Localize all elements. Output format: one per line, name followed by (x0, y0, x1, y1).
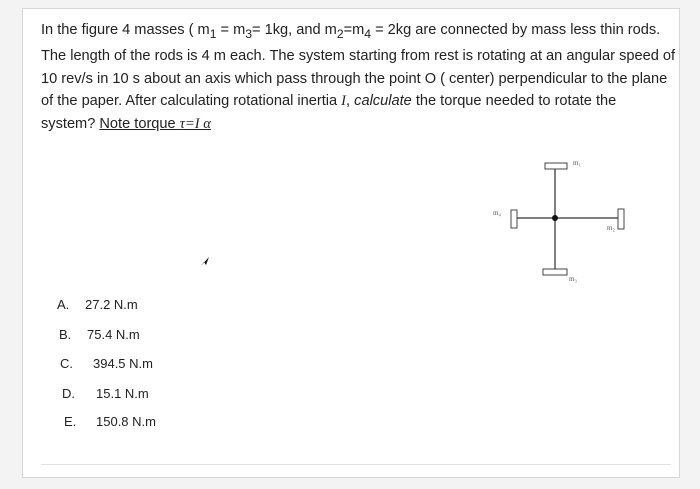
option-letter: C. (60, 356, 73, 371)
question-line-2: The length of the rods is 4 m each. The system starting from rest is rotating at an angular speed of (41, 48, 676, 65)
question-fragment: , (346, 93, 355, 110)
answer-option-b[interactable] (59, 327, 140, 342)
question-fragment-italic: calculate (354, 93, 412, 110)
option-letter: E. (64, 414, 77, 429)
answer-option-a[interactable] (57, 297, 138, 312)
torque-formula: τ=I α (179, 115, 211, 132)
question-line-3: 10 rev/s in 10 s about an axis which pass through the point O ( center) perpendicular to the plane (41, 70, 668, 87)
question-fragment: system? (41, 115, 100, 132)
subscript: 3 (245, 26, 253, 41)
subscript: 1 (209, 26, 217, 41)
question-fragment: = 1kg, and m (252, 22, 337, 38)
divider (41, 464, 671, 465)
label-m4: m₄ (493, 209, 501, 217)
question-card (22, 8, 680, 478)
question-fragment: =m (343, 22, 365, 38)
question-text (41, 19, 676, 135)
subscript: 4 (364, 26, 372, 41)
question-fragment: = m (216, 22, 246, 38)
option-text: 75.4 N.m (87, 327, 140, 342)
mass-m1 (545, 163, 567, 169)
question-line-5 (41, 113, 671, 136)
mass-m2 (618, 209, 624, 229)
masses-diagram (487, 157, 657, 287)
label-m3: m₃ (569, 275, 577, 283)
option-letter: D. (62, 386, 75, 401)
question-fragment: of the paper. After calculating rotational inertia (41, 93, 342, 110)
option-text: 15.1 N.m (96, 386, 149, 401)
note-label: Note torque (99, 115, 180, 132)
mouse-cursor-icon (199, 255, 211, 269)
question-line-1 (41, 19, 671, 45)
answer-option-e[interactable] (64, 414, 156, 429)
option-text: 27.2 N.m (85, 297, 138, 312)
option-text: 394.5 N.m (93, 356, 153, 371)
question-line-4 (41, 90, 671, 113)
mass-m3 (543, 269, 567, 275)
center-point-o (552, 215, 558, 221)
question-fragment: In the figure 4 masses ( m (41, 22, 210, 38)
option-text: 150.8 N.m (96, 414, 156, 429)
option-letter: A. (57, 297, 70, 312)
question-fragment: = 2kg are connected by mass less thin rods. (371, 22, 661, 38)
question-fragment: the torque needed to rotate the (411, 93, 617, 110)
mass-m4 (511, 210, 517, 228)
label-m2: m₂ (607, 224, 615, 232)
option-letter: B. (59, 327, 72, 342)
inertia-symbol: I (341, 93, 347, 110)
answer-option-d[interactable] (62, 386, 149, 401)
answer-option-c[interactable] (60, 356, 153, 371)
label-m1: m₁ (573, 159, 581, 167)
subscript: 2 (336, 26, 344, 41)
